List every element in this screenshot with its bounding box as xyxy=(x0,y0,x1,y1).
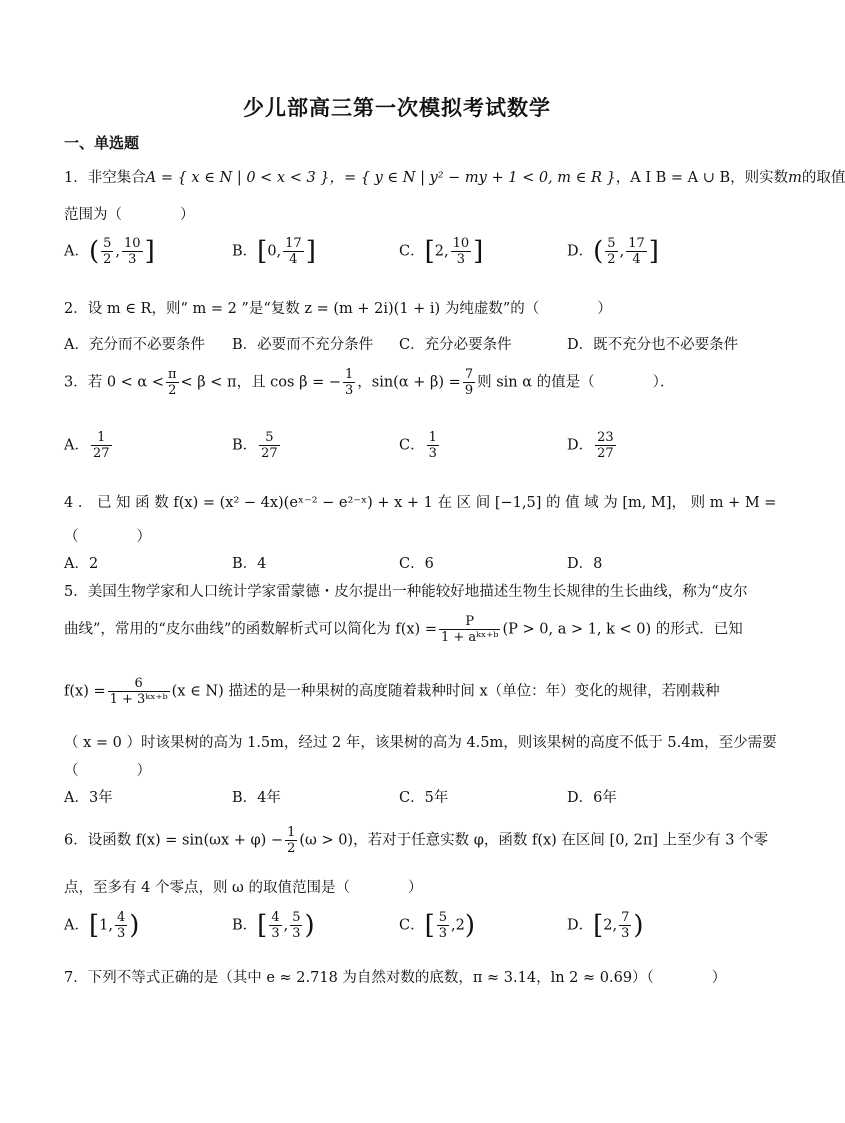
q6-option-c: C．[ $\frac{5}{3}$ ,2) xyxy=(399,910,476,941)
q5-option-a: A．3年 xyxy=(64,790,113,806)
q3-option-d: D． $\frac{23}{27}$ xyxy=(567,430,614,461)
q3-option-a: A． $\frac{1}{27}$ xyxy=(64,430,110,461)
q1-option-a: A．( $\frac{5}{2}$ , $\frac{10}{3}$ ] xyxy=(64,236,155,267)
question-4-line-1: 4 ． 已 知 函 数 f(x) = (x² − 4x)(eˣ⁻² − e²⁻ˣ) + x + 1 在 区 间 [−1,5] 的 值 域 为 [m, M]， 则 m + M = xyxy=(64,495,777,511)
q6-option-d: D．[2, $\frac{7}{3}$ ) xyxy=(567,910,644,941)
question-6-line-2: 点，至多有 4 个零点，则 ω 的取值范围是（ ） xyxy=(64,880,423,896)
q4-option-a: A．2 xyxy=(64,556,99,572)
q4-option-c: C．6 xyxy=(399,556,434,572)
q4-option-b: B．4 xyxy=(232,556,267,572)
question-4-line-2: （ ） xyxy=(64,529,151,545)
q2-option-c: C．充分必要条件 xyxy=(399,337,512,353)
question-1-line-2: 范围为（ ） xyxy=(64,207,195,223)
q5-option-c: C．5年 xyxy=(399,790,449,806)
question-1-line-1: 1．非空集合A = { x ∈ N | 0 < x < 3 }，= { y ∈ N | y² − my + 1 < 0, m ∈ R }，A I B = A ∪ B，则实数m的取值 xyxy=(64,170,845,186)
q2-option-a: A．充分而不必要条件 xyxy=(64,337,205,353)
q5-option-d: D．6年 xyxy=(567,790,617,806)
q1-option-c: C．[2, $\frac{10}{3}$ ] xyxy=(399,236,484,267)
q5-option-b: B．4年 xyxy=(232,790,281,806)
q2-option-b: B．必要而不充分条件 xyxy=(232,337,374,353)
q1-option-d: D．( $\frac{5}{2}$ , $\frac{17}{4}$ ] xyxy=(567,236,659,267)
q6-option-b: B．[ $\frac{4}{3}$ , $\frac{5}{3}$ ) xyxy=(232,910,315,941)
q4-option-d: D．8 xyxy=(567,556,603,572)
question-5-line-5: （ ） xyxy=(64,763,151,779)
question-3-text: 3．若 0 < α < $\frac{\pi}{2}$ < β < π，且 cos β = − $\frac{1}{3}$ ，sin(α + β) = $\frac{7}{9}$ 则 sin α 的值是（ ）． xyxy=(64,367,675,398)
question-6-line-1: 6．设函数 f(x) = sin(ωx + φ) − $\frac{1}{2}$ (ω > 0)，若对于任意实数 φ，函数 f(x) 在区间 [0, 2π] 上至少有 3 个零 xyxy=(64,825,769,856)
question-2-text: 2．设 m ∈ R，则“ m = 2 ”是“复数 z = (m + 2i)(1 + i) 为纯虚数”的（ ） xyxy=(64,301,612,317)
page-title: 少儿部高三第一次模拟考试数学 xyxy=(243,95,551,120)
question-7-text: 7．下列不等式正确的是（其中 e ≈ 2.718 为自然对数的底数，π ≈ 3.14，ln 2 ≈ 0.69）（ ） xyxy=(64,970,727,986)
q1-option-b: B．[0, $\frac{17}{4}$ ] xyxy=(232,236,316,267)
question-5-line-2: 曲线”，常用的“皮尔曲线”的函数解析式可以简化为 f(x) = $\frac{P}{\text{1 + aᵏˣ⁺ᵇ}}$ (P > 0, a > 1, k < 0) 的形式．已知 xyxy=(64,614,743,645)
question-5-line-3: f(x) = $\frac{6}{\text{1 + 3ᵏˣ⁺ᵇ}}$ (x ∈ N) 描述的是一种果树的高度随着栽种时间 x（单位：年）变化的规律，若刚栽种 xyxy=(64,676,720,707)
q3-option-b: B． $\frac{5}{27}$ xyxy=(232,430,278,461)
question-5-line-4: （ x = 0 ）时该果树的高为 1.5m，经过 2 年，该果树的高为 4.5m，则该果树的高度不低于 5.4m，至少需要 xyxy=(64,735,777,751)
question-5-line-1: 5．美国生物学家和人口统计学家雷蒙德・皮尔提出一种能较好地描述生物生长规律的生长曲线，称为“皮尔 xyxy=(64,584,748,600)
section-heading: 一、单选题 xyxy=(64,134,140,152)
q6-option-a: A．[1, $\frac{4}{3}$ ) xyxy=(64,910,140,941)
q2-option-d: D．既不充分也不必要条件 xyxy=(567,337,739,353)
q3-option-c: C． $\frac{1}{3}$ xyxy=(399,430,437,461)
